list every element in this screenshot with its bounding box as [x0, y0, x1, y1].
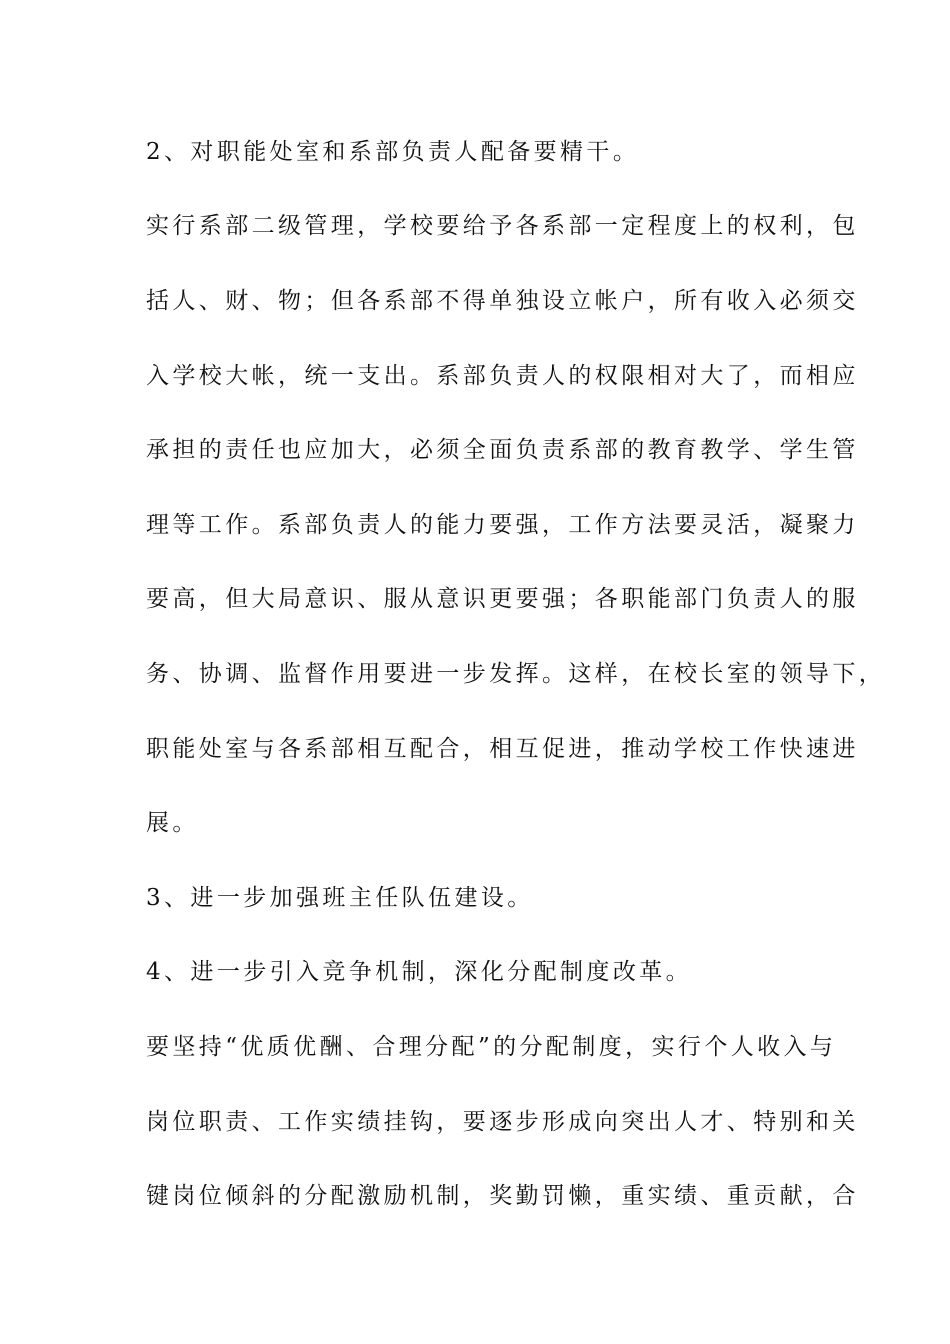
heading-item-3: 3、进一步加强班主任队伍建设。 [146, 885, 534, 911]
paragraph-line: 理等工作。系部负责人的能力要强，工作方法要灵活，凝聚力 [146, 512, 859, 538]
paragraph-line: 括人、财、物；但各系部不得单独设立帐户，所有收入必须交 [146, 288, 859, 314]
paragraph-line: 要坚持“优质优酬、合理分配”的分配制度，实行个人收入与 [146, 1034, 837, 1060]
paragraph-line: 要高，但大局意识、服从意识更要强；各职能部门负责人的服 [146, 586, 859, 612]
heading-item-2: 2、对职能处室和系部负责人配备要精干。 [146, 139, 640, 165]
paragraph-line: 入学校大帐，统一支出。系部负责人的权限相对大了，而相应 [146, 363, 859, 389]
heading-item-4: 4、进一步引入竞争机制，深化分配制度改革。 [146, 959, 693, 985]
paragraph-line: 展。 [146, 810, 199, 836]
paragraph-line: 职能处室与各系部相互配合，相互促进，推动学校工作快速进 [146, 736, 859, 762]
paragraph-line: 岗位职责、工作实绩挂钩，要逐步形成向突出人才、特别和关 [146, 1109, 859, 1135]
paragraph-line: 务、协调、监督作用要进一步发挥。这样，在校长室的领导下， [146, 661, 886, 687]
paragraph-line: 实行系部二级管理，学校要给予各系部一定程度上的权利，包 [146, 213, 859, 239]
paragraph-line: 键岗位倾斜的分配激励机制，奖勤罚懒，重实绩、重贡献，合 [146, 1183, 859, 1209]
paragraph-line: 承担的责任也应加大，必须全面负责系部的教育教学、学生管 [146, 437, 859, 463]
